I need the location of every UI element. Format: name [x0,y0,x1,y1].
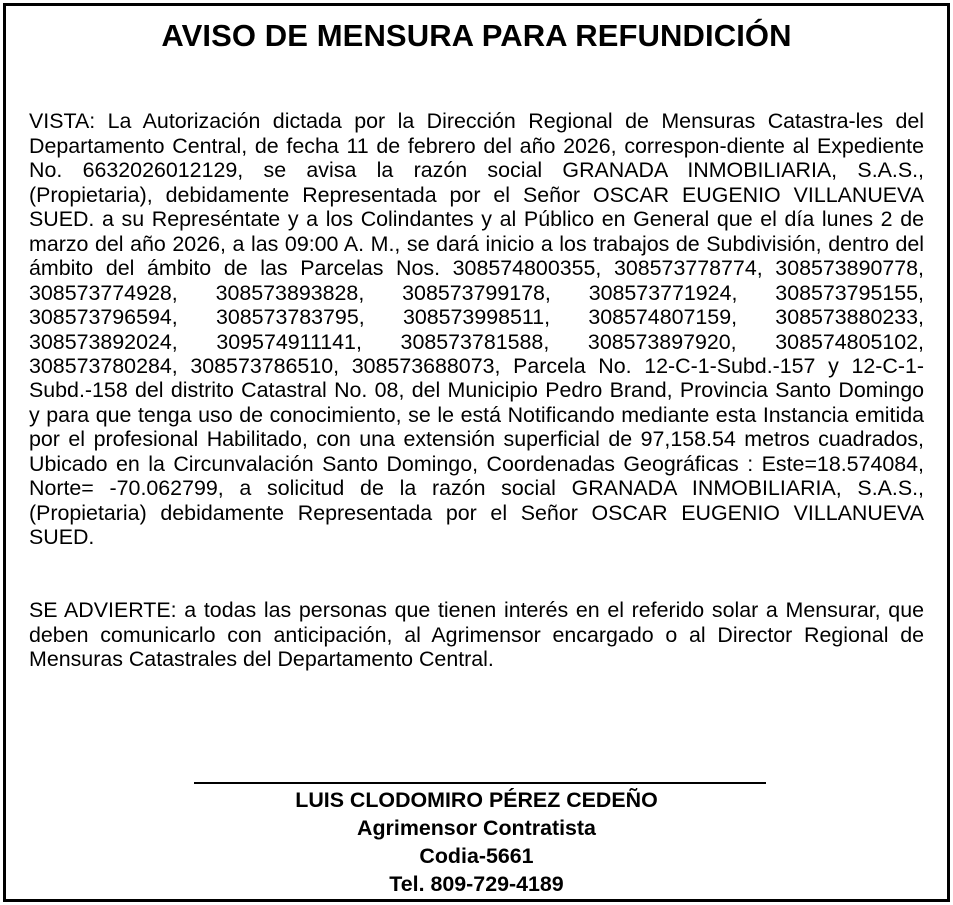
signer-phone: Tel. 809-729-4189 [389,872,564,896]
notice-body [29,85,924,696]
notice-box [3,3,950,902]
signer-codia: Codia-5661 [419,844,534,868]
notice-title: AVISO DE MENSURA PARA REFUNDICIÓN [161,18,792,53]
signature-line [194,782,766,784]
signer-role: Agrimensor Contratista [357,816,596,840]
warning-paragraph: SE ADVIERTE: a todas las personas que tienen interés en el referido solar a Mensurar, que deben comunicarlo con anticipación, al Agrimensor encargado o al Director Regional de Mensuras Catastrales del Departamento Central. [29,598,924,671]
signature-block [6,786,947,898]
signer-name: LUIS CLODOMIRO PÉREZ CEDEÑO [295,788,658,812]
main-paragraph: VISTA: La Autorización dictada por la Dirección Regional de Mensuras Catastra-les del Departamento Central, de fecha 11 de febrero del año 2026, correspon-diente al Expediente No. 6632026012129, se avisa la razón social GRANADA INMOBILIARIA, S.A.S., (Propietaria), debidamente Representada por el Señor OSCAR EUGENIO VILLANUEVA SUED. a su Represéntate y a los Colindantes y al Público en General que el día lunes 2 de marzo del año 2026, a las 09:00 A. M., se dará inicio a los trabajos de Subdivisión, dentro del ámbito del ámbito de las Parcelas Nos. 308574800355, 308573778774, 308573890778, 308573774928, 308573893828, 308573799178, 308573771924, 308573795155, 308573796594, 308573783795, 308573998511, 308574807159, 308573880233, 308573892024, 309574911141, 308573781588, 308573897920, 308574805102, 308573780284, 308573786510, 308573688073, Parcela No. 12-C-1-Subd.-157 y 12-C-1-Subd.-158 del distrito Catastral No. 08, del Municipio Pedro Brand, Provincia Santo Domingo y para que tenga uso de conocimiento, se le está Notificando mediante esta Instancia emitida por el profesional Habilitado, con una extensión superficial de 97,158.54 metros cuadrados, Ubicado en la Circunvalación Santo Domingo, Coordenadas Geográficas : Este=18.574084, Norte= -70.062799, a solicitud de la razón social GRANADA INMOBILIARIA, S.A.S., (Propietaria) debidamente Representada por el Señor OSCAR EUGENIO VILLANUEVA SUED. [29,109,924,550]
